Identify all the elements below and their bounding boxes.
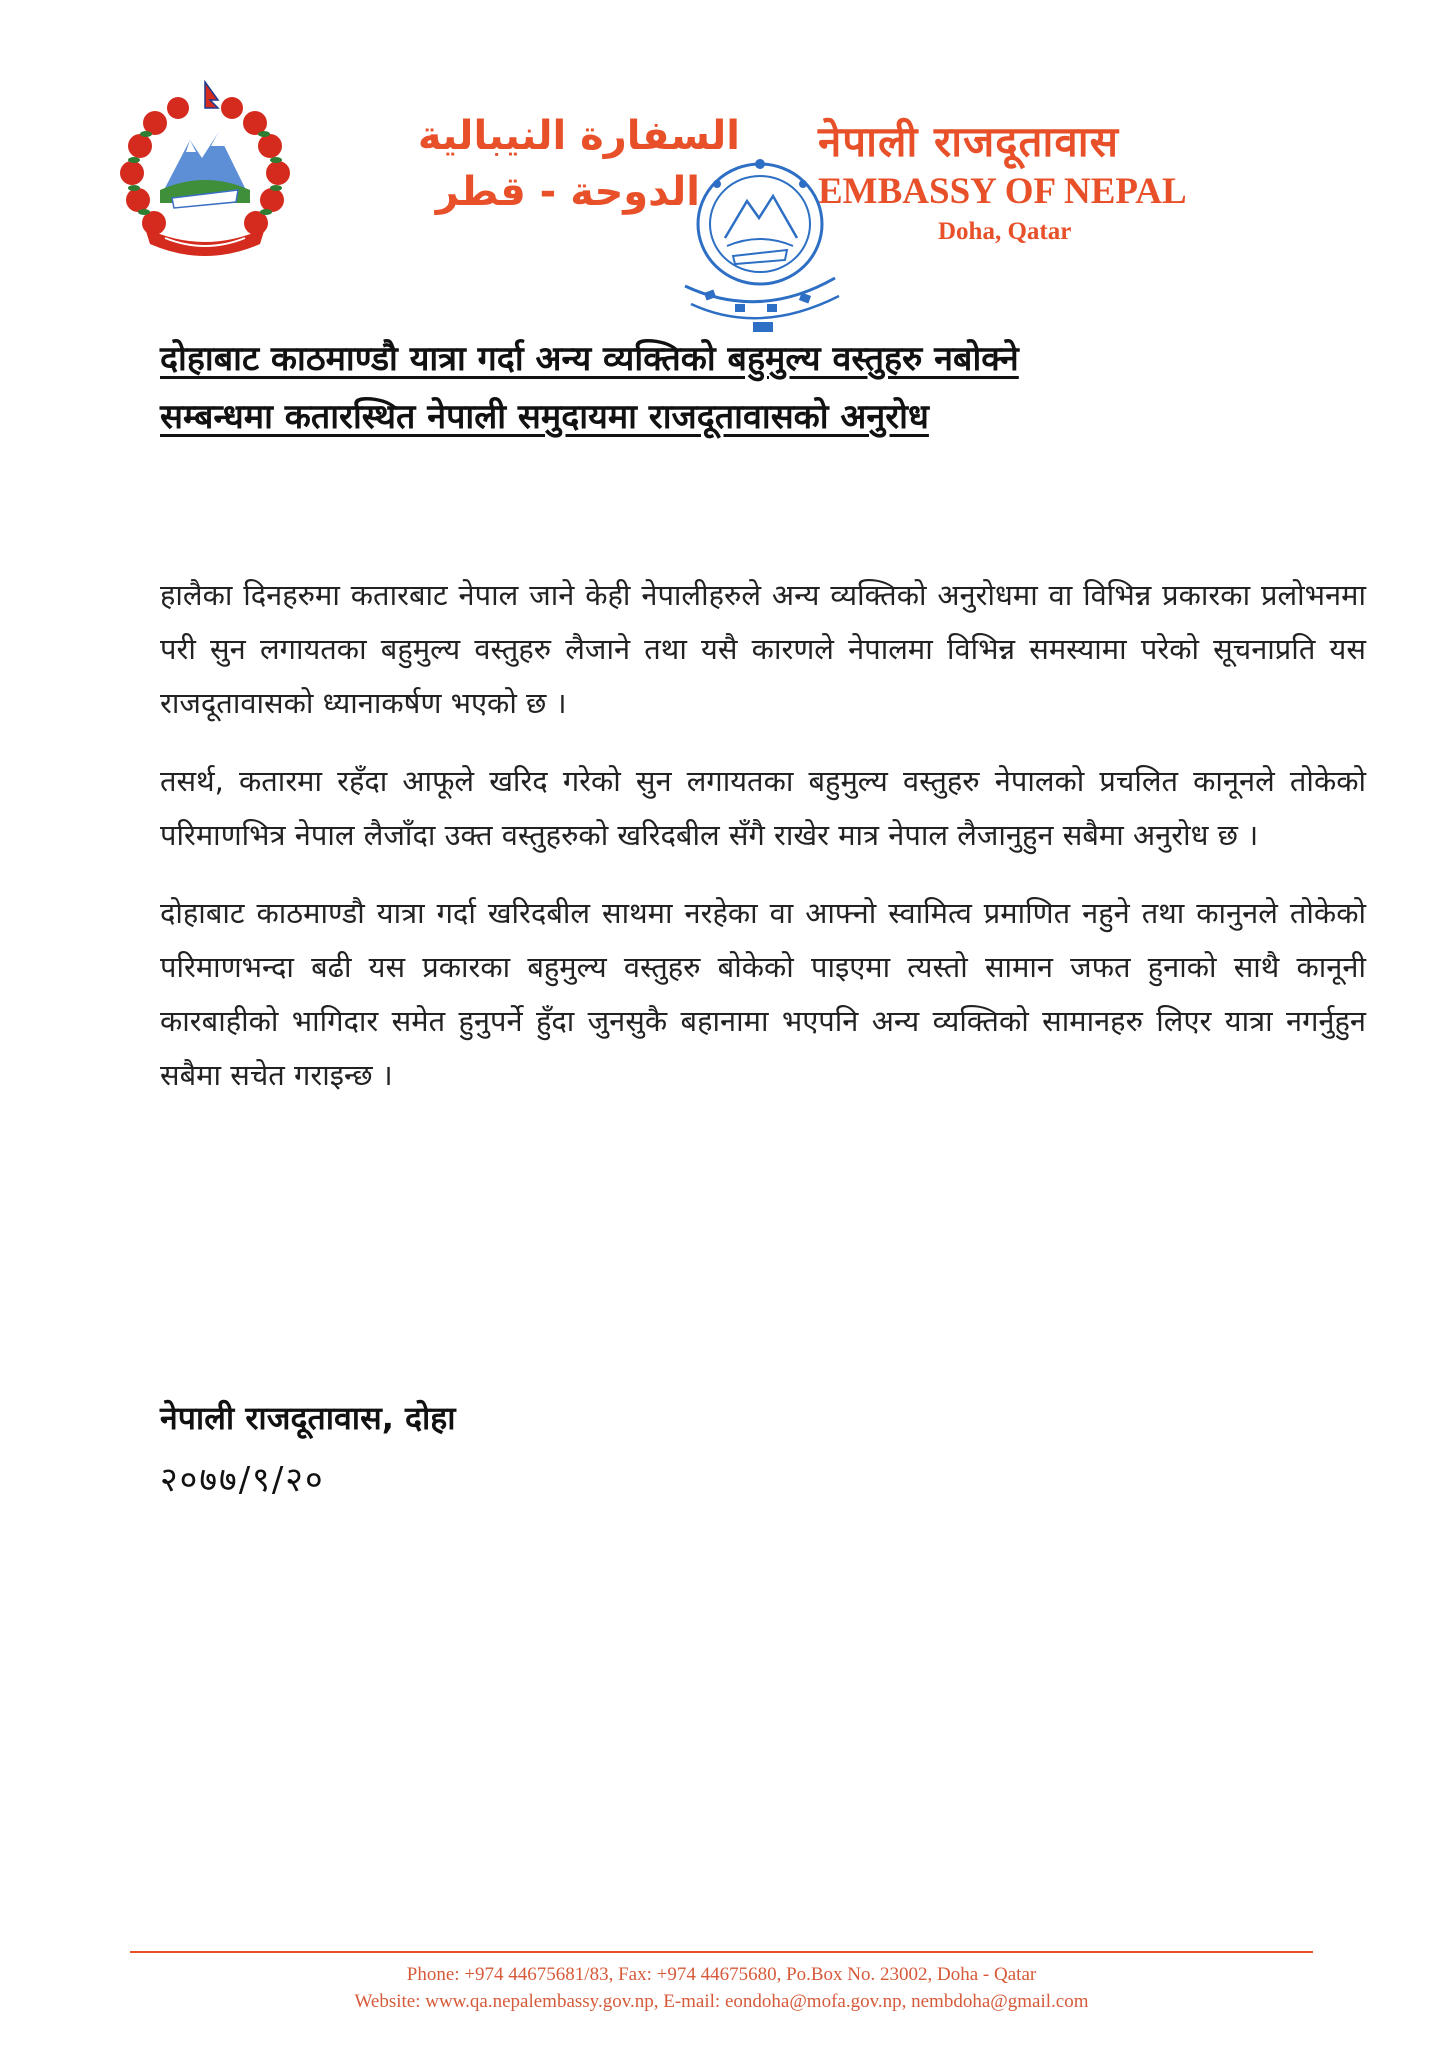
- nepali-embassy-name: नेपाली राजदूतावास: [818, 117, 1119, 166]
- letterhead: [0, 0, 1448, 330]
- body-paragraph-3: दोहाबाट काठमाण्डौ यात्रा गर्दा खरिदबील साथमा नरहेका वा आफ्नो स्वामित्व प्रमाणित नहुने तथा कानुनले तोकेको परिमाणभन्दा बढी यस प्रकारका बहुमुल्य वस्तुहरु बोकेको पाइएमा त्यस्तो सामान जफत हुनाको साथै कानूनी कारबाहीको भागिदार समेत हुनुपर्ने हुँदा जुनसुकै बहानामा भएपनि अन्य व्यक्तिको सामानहरु लिएर यात्रा नगर्नुहुन सबैमा सचेत गराइन्छ ।: [160, 896, 1366, 1092]
- body-paragraph-2: तसर्थ, कतारमा रहँदा आफूले खरिद गरेको सुन लगायतका बहुमुल्य वस्तुहरु नेपालको प्रचलित कानूनले तोकेको परिमाणभित्र नेपाल लैजाँदा उक्त वस्तुहरुको खरिदबील सँगै राखेर मात्र नेपाल लैजानुहुन सबैमा अनुरोध छ ।: [160, 764, 1366, 852]
- embassy-stamp-icon: [655, 146, 870, 336]
- letter-body: [160, 568, 1366, 1126]
- letter-date: २०७७/९/२०: [160, 1460, 325, 1500]
- subject-line-2: सम्बन्धमा कतारस्थित नेपाली समुदायमा राजदूतावासको अनुरोध: [160, 397, 929, 437]
- body-paragraph-1: हालैका दिनहरुमा कतारबाट नेपाल जाने केही नेपालीहरुले अन्य व्यक्तिको अनुरोधमा वा विभिन्न प्रकारका प्रलोभनमा परी सुन लगायतका बहुमुल्य वस्तुहरु लैजाने तथा यसै कारणले नेपालमा विभिन्न समस्यामा परेको सूचनाप्रति यस राजदूतावासको ध्यानाकर्षण भएको छ ।: [160, 578, 1366, 720]
- arabic-embassy-name: السفارة النيبالية: [417, 113, 740, 159]
- arabic-city-name: الدوحة - قطر: [435, 169, 700, 215]
- nepal-emblem-icon: [110, 78, 300, 268]
- signatory-name: नेपाली राजदूतावास, दोहा: [160, 1399, 456, 1437]
- english-embassy-name: EMBASSY OF NEPAL: [818, 171, 1187, 212]
- signature-block: [160, 1390, 456, 1508]
- footer-contact-line: Phone: +974 44675681/83, Fax: +974 44675680, Po.Box No. 23002, Doha - Qatar: [406, 1964, 1037, 1985]
- subject-heading: [160, 330, 1290, 446]
- footer-divider: [130, 1951, 1313, 1953]
- footer-web-line: Website: www.qa.nepalembassy.gov.np, E-mail: eondoha@mofa.gov.np, nembdoha@gmail.com: [354, 1991, 1089, 2012]
- english-city-name: Doha, Qatar: [938, 218, 1072, 245]
- subject-line-1: दोहाबाट काठमाण्डौ यात्रा गर्दा अन्य व्यक्तिको बहुमुल्य वस्तुहरु नबोक्ने: [160, 339, 1019, 379]
- footer: [130, 1961, 1313, 2015]
